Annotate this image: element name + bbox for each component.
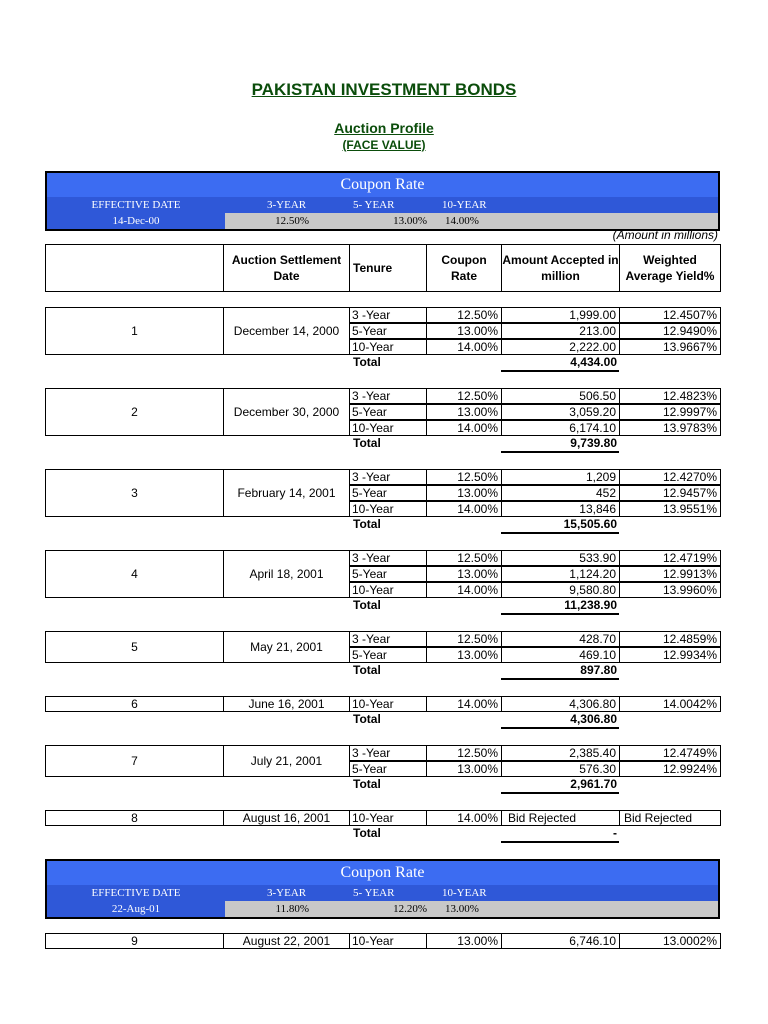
coupon-rate-heading: Coupon Rate xyxy=(47,173,718,197)
total-label: Total xyxy=(353,436,381,450)
amount-cell: 1,124.20 xyxy=(501,566,620,582)
coupon-cell: 12.50% xyxy=(426,550,502,566)
five-year-label: 5- YEAR xyxy=(353,887,395,899)
yield-cell: 13.9960% xyxy=(619,582,721,598)
tenure-cell: 3 -Year xyxy=(349,550,427,566)
yield-cell: Bid Rejected xyxy=(619,810,721,826)
yield-cell: 13.9783% xyxy=(619,420,721,436)
coupon-cell: 13.00% xyxy=(426,404,502,420)
tenure-cell: 5-Year xyxy=(349,647,427,663)
coupon-cell: 14.00% xyxy=(426,810,502,826)
auction-date: August 22, 2001 xyxy=(223,933,350,949)
auction-number: 7 xyxy=(45,745,224,777)
auction-number: 9 xyxy=(45,933,224,949)
five-year-rate: 13.00% xyxy=(309,213,427,229)
total-underline xyxy=(501,678,619,680)
ten-year-rate: 13.00% xyxy=(427,901,718,917)
ten-year-rate: 14.00% xyxy=(427,213,718,229)
amount-cell: Bid Rejected xyxy=(501,810,620,826)
header-weighted-yield: Weighted Average Yield% xyxy=(619,244,721,292)
total-label: Total xyxy=(353,712,381,726)
yield-cell: 12.9997% xyxy=(619,404,721,420)
auction-date: May 21, 2001 xyxy=(223,631,350,663)
auction-date: July 21, 2001 xyxy=(223,745,350,777)
amount-cell: 213.00 xyxy=(501,323,620,339)
total-label: Total xyxy=(353,517,381,531)
total-underline xyxy=(501,532,619,534)
coupon-rate-box-2 xyxy=(45,859,720,919)
yield-cell: 12.9457% xyxy=(619,485,721,501)
yield-cell: 12.9913% xyxy=(619,566,721,582)
tenure-cell: 5-Year xyxy=(349,761,427,777)
tenure-cell: 10-Year xyxy=(349,933,427,949)
amount-cell: 533.90 xyxy=(501,550,620,566)
header-tenure: Tenure xyxy=(349,244,427,292)
tenure-cell: 5-Year xyxy=(349,566,427,582)
coupon-cell: 12.50% xyxy=(426,469,502,485)
amount-cell: 506.50 xyxy=(501,388,620,404)
tenure-cell: 10-Year xyxy=(349,420,427,436)
auction-date: August 16, 2001 xyxy=(223,810,350,826)
coupon-cell: 12.50% xyxy=(426,631,502,647)
auction-date: February 14, 2001 xyxy=(223,469,350,517)
amount-cell: 1,209 xyxy=(501,469,620,485)
auction-number: 5 xyxy=(45,631,224,663)
amount-cell: 3,059.20 xyxy=(501,404,620,420)
coupon-header-row xyxy=(47,197,718,213)
effective-date: 22-Aug-01 xyxy=(47,901,225,917)
yield-cell: 12.4270% xyxy=(619,469,721,485)
auction-number: 4 xyxy=(45,550,224,598)
amount-cell: 469.10 xyxy=(501,647,620,663)
auction-date: December 30, 2000 xyxy=(223,388,350,436)
table-header xyxy=(45,244,721,292)
total-value: 2,961.70 xyxy=(570,777,617,791)
header-settlement-date: Auction Settlement Date xyxy=(223,244,350,292)
total-underline xyxy=(501,841,619,843)
amount-cell: 9,580.80 xyxy=(501,582,620,598)
total-underline xyxy=(501,451,619,453)
header-number xyxy=(45,244,224,292)
total-value: 897.80 xyxy=(580,663,617,677)
amount-cell: 6,746.10 xyxy=(501,933,620,949)
coupon-cell: 12.50% xyxy=(426,745,502,761)
coupon-cell: 14.00% xyxy=(426,339,502,355)
total-underline xyxy=(501,613,619,615)
auction-number: 3 xyxy=(45,469,224,517)
total-label: Total xyxy=(353,355,381,369)
yield-cell: 12.4823% xyxy=(619,388,721,404)
tenure-cell: 10-Year xyxy=(349,339,427,355)
auction-number: 8 xyxy=(45,810,224,826)
coupon-cell: 13.00% xyxy=(426,647,502,663)
total-value: 9,739.80 xyxy=(570,436,617,450)
coupon-cell: 14.00% xyxy=(426,501,502,517)
coupon-rate-heading: Coupon Rate xyxy=(47,861,718,885)
five-year-label: 5- YEAR xyxy=(353,199,395,211)
ten-year-label: 10-YEAR xyxy=(442,887,487,899)
total-underline xyxy=(501,792,619,794)
amount-cell: 2,222.00 xyxy=(501,339,620,355)
auction-date: June 16, 2001 xyxy=(223,696,350,712)
amount-cell: 428.70 xyxy=(501,631,620,647)
coupon-cell: 12.50% xyxy=(426,388,502,404)
yield-cell: 14.0042% xyxy=(619,696,721,712)
amount-cell: 4,306.80 xyxy=(501,696,620,712)
amount-cell: 1,999.00 xyxy=(501,307,620,323)
tenure-cell: 3 -Year xyxy=(349,469,427,485)
three-year-rate: 11.80% xyxy=(225,901,309,917)
yield-cell: 12.4859% xyxy=(619,631,721,647)
auction-date: December 14, 2000 xyxy=(223,307,350,355)
coupon-value-row xyxy=(47,213,718,229)
yield-cell: 13.9551% xyxy=(619,501,721,517)
total-value: 11,238.90 xyxy=(564,598,617,612)
coupon-cell: 14.00% xyxy=(426,696,502,712)
yield-cell: 12.9490% xyxy=(619,323,721,339)
total-underline xyxy=(501,727,619,729)
header-coupon-rate: Coupon Rate xyxy=(426,244,502,292)
tenure-cell: 5-Year xyxy=(349,323,427,339)
three-year-rate: 12.50% xyxy=(225,213,309,229)
total-label: Total xyxy=(353,598,381,612)
total-value: 15,505.60 xyxy=(563,517,617,531)
amount-cell: 6,174.10 xyxy=(501,420,620,436)
tenure-cell: 3 -Year xyxy=(349,745,427,761)
coupon-cell: 13.00% xyxy=(426,566,502,582)
amount-cell: 452 xyxy=(501,485,620,501)
total-label: Total xyxy=(353,826,381,840)
tenure-cell: 10-Year xyxy=(349,810,427,826)
coupon-rate-box xyxy=(45,171,720,231)
yield-cell: 12.9924% xyxy=(619,761,721,777)
total-value: 4,306.80 xyxy=(570,712,617,726)
yield-cell: 12.4719% xyxy=(619,550,721,566)
tenure-cell: 5-Year xyxy=(349,404,427,420)
coupon-cell: 13.00% xyxy=(426,761,502,777)
coupon-cell: 13.00% xyxy=(426,323,502,339)
auction-number: 1 xyxy=(45,307,224,355)
coupon-cell: 14.00% xyxy=(426,582,502,598)
five-year-rate: 12.20% xyxy=(309,901,427,917)
header-amount-accepted: Amount Accepted in million xyxy=(501,244,620,292)
page-subtitle: Auction Profile xyxy=(334,120,434,136)
total-label: Total xyxy=(353,777,381,791)
three-year-label: 3-YEAR xyxy=(267,199,307,211)
total-label: Total xyxy=(353,663,381,677)
effective-date-label: EFFECTIVE DATE xyxy=(91,887,181,899)
ten-year-label: 10-YEAR xyxy=(442,199,487,211)
tenure-cell: 3 -Year xyxy=(349,388,427,404)
total-value: - xyxy=(613,826,617,840)
amount-cell: 13,846 xyxy=(501,501,620,517)
amount-note: (Amount in millions) xyxy=(612,228,718,242)
three-year-label: 3-YEAR xyxy=(267,887,307,899)
yield-cell: 12.4507% xyxy=(619,307,721,323)
coupon-cell: 14.00% xyxy=(426,420,502,436)
yield-cell: 13.0002% xyxy=(619,933,721,949)
auction-number: 6 xyxy=(45,696,224,712)
yield-cell: 13.9667% xyxy=(619,339,721,355)
coupon-header-row xyxy=(47,885,718,901)
tenure-cell: 5-Year xyxy=(349,485,427,501)
yield-cell: 12.9934% xyxy=(619,647,721,663)
tenure-cell: 3 -Year xyxy=(349,307,427,323)
coupon-cell: 12.50% xyxy=(426,307,502,323)
coupon-cell: 13.00% xyxy=(426,485,502,501)
coupon-value-row xyxy=(47,901,718,917)
tenure-cell: 10-Year xyxy=(349,582,427,598)
amount-cell: 2,385.40 xyxy=(501,745,620,761)
tenure-cell: 3 -Year xyxy=(349,631,427,647)
page-subtitle-2: (FACE VALUE) xyxy=(342,138,426,152)
amount-cell: 576.30 xyxy=(501,761,620,777)
total-value: 4,434.00 xyxy=(570,355,617,369)
coupon-cell: 13.00% xyxy=(426,933,502,949)
total-underline xyxy=(501,370,619,372)
yield-cell: 12.4749% xyxy=(619,745,721,761)
auction-number: 2 xyxy=(45,388,224,436)
tenure-cell: 10-Year xyxy=(349,696,427,712)
auction-date: April 18, 2001 xyxy=(223,550,350,598)
tenure-cell: 10-Year xyxy=(349,501,427,517)
page-title: PAKISTAN INVESTMENT BONDS xyxy=(251,80,517,99)
effective-date-label: EFFECTIVE DATE xyxy=(91,199,181,211)
effective-date: 14-Dec-00 xyxy=(47,213,225,229)
